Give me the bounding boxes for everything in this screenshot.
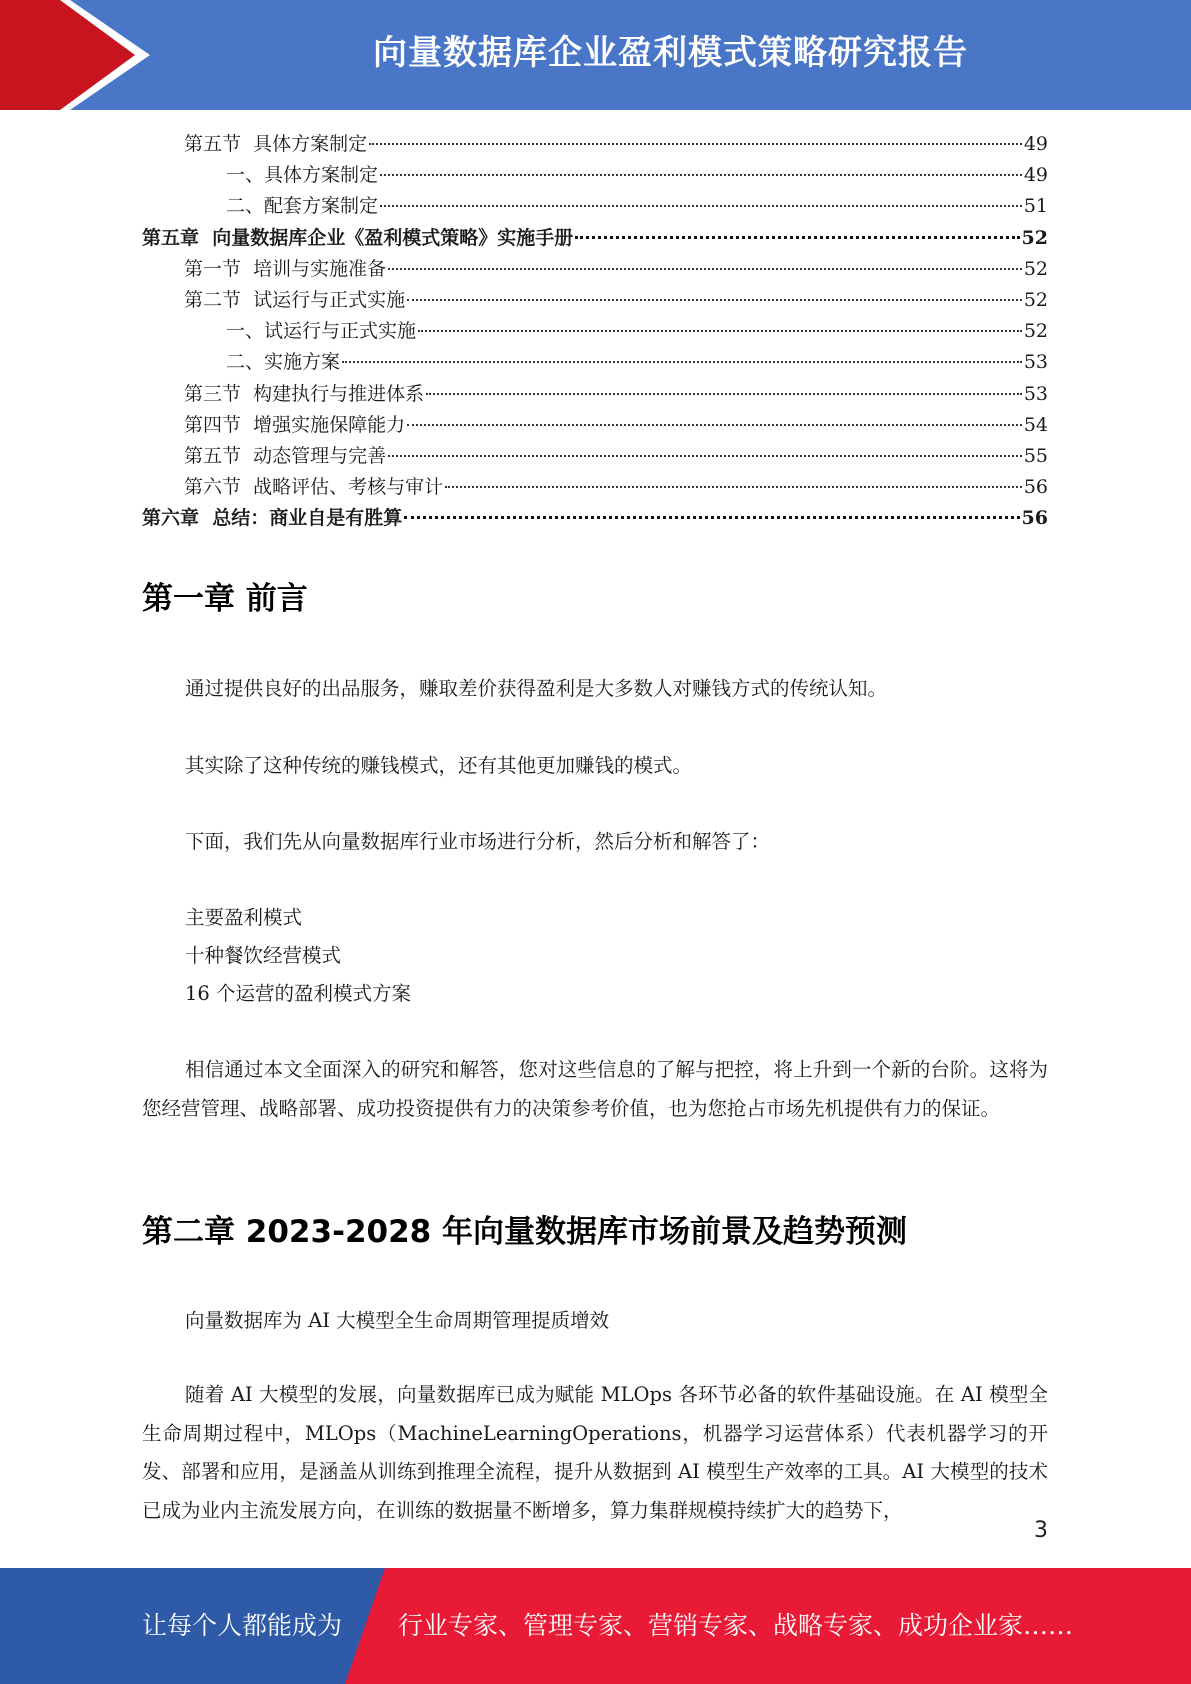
header-title: 向量数据库企业盈利模式策略研究报告: [373, 33, 968, 73]
toc-entry-page: 51: [1023, 195, 1048, 218]
toc-entry-page: 54: [1023, 413, 1048, 436]
toc-dot-leader: [426, 393, 1022, 395]
toc-entry-label: 第一节 培训与实施准备: [184, 257, 387, 280]
toc-entry[interactable]: [142, 129, 1048, 160]
header-arrow-icon: [0, 0, 150, 110]
toc-entry[interactable]: [142, 223, 1048, 254]
toc-entry-label: 第六节 战略评估、考核与审计: [184, 476, 444, 499]
toc-entry-page: 52: [1023, 320, 1048, 343]
chapter-2-paragraph-2: 随着 AI 大模型的发展，向量数据库已成为赋能 MLOps 各环节必备的软件基础设施。在 AI 模型全生命周期过程中，MLOps（MachineLearningOperations，机器学习运营体系）代表机器学习的开发、部署和应用，是涵盖从训练到推理全流程，提升从数据到 AI 模型生产效率的工具。AI 大模型的技术已成为业内主流发展方向，在训练的数据量不断增多，算力集群规模持续扩大的趋势下，: [142, 1383, 1048, 1522]
chapter-1-paragraph-1: 通过提供良好的出品服务，赚取差价获得盈利是大多数人对赚钱方式的传统认知。: [185, 677, 888, 700]
toc-entry-label: 二、实施方案: [226, 351, 341, 374]
toc-entry-label: 二、配套方案制定: [226, 195, 379, 218]
toc-entry-page: 52: [1021, 226, 1048, 249]
toc-entry-label: 第三节 构建执行与推进体系: [184, 382, 425, 405]
table-of-contents: [142, 129, 1048, 534]
toc-dot-leader: [407, 424, 1022, 426]
chapter-1-paragraph-4: 相信通过本文全面深入的研究和解答，您对这些信息的了解与把控，将上升到一个新的台阶。这将为您经营管理、战略部署、成功投资提供有力的决策参考价值，也为您抢占市场先机提供有力的保证。: [142, 1058, 1048, 1120]
page-number: 3: [1034, 1518, 1048, 1543]
toc-entry[interactable]: [142, 379, 1048, 410]
toc-entry-page: 53: [1023, 351, 1048, 374]
footer-slogan-right: 行业专家、管理专家、营销专家、战略专家、成功企业家……: [398, 1611, 1074, 1640]
list-item: 十种餐饮经营模式: [185, 944, 342, 967]
chapter-2-paragraph-1: 向量数据库为 AI 大模型全生命周期管理提质增效: [185, 1309, 610, 1332]
list-item: 主要盈利模式: [185, 906, 303, 929]
toc-entry-label: 一、试运行与正式实施: [226, 320, 417, 343]
chapter-1-heading: 第一章 前言: [142, 581, 308, 617]
toc-dot-leader: [388, 455, 1022, 457]
chapter-2-heading: 第二章 2023-2028 年向量数据库市场前景及趋势预测: [142, 1214, 908, 1250]
toc-entry-label: 第五章 向量数据库企业《盈利模式策略》实施手册: [142, 226, 574, 249]
toc-entry[interactable]: [142, 347, 1048, 378]
toc-dot-leader: [380, 205, 1022, 207]
toc-dot-leader: [404, 516, 1019, 519]
toc-entry[interactable]: [142, 160, 1048, 191]
toc-entry-page: 55: [1023, 444, 1048, 467]
chapter-1-paragraph-2: 其实除了这种传统的赚钱模式，还有其他更加赚钱的模式。: [185, 754, 693, 777]
toc-entry-label: 第五节 动态管理与完善: [184, 444, 387, 467]
toc-entry[interactable]: [142, 503, 1048, 534]
toc-entry-page: 49: [1023, 133, 1048, 155]
toc-entry-label: 第四节 增强实施保障能力: [184, 413, 406, 436]
toc-dot-leader: [407, 299, 1022, 301]
toc-dot-leader: [342, 361, 1022, 363]
toc-dot-leader: [445, 486, 1022, 488]
toc-entry[interactable]: [142, 472, 1048, 503]
toc-entry-page: 52: [1023, 288, 1048, 311]
toc-entry[interactable]: [142, 441, 1048, 472]
footer-slogan-left: 让每个人都能成为: [142, 1611, 343, 1640]
toc-dot-leader: [575, 236, 1019, 239]
toc-entry-label: 一、具体方案制定: [226, 164, 379, 187]
toc-entry-page: 53: [1023, 382, 1048, 405]
toc-dot-leader: [369, 143, 1022, 145]
page-footer: [0, 1568, 1191, 1684]
toc-entry-page: 56: [1021, 507, 1048, 530]
list-item: 16 个运营的盈利模式方案: [185, 982, 412, 1005]
toc-entry[interactable]: [142, 316, 1048, 347]
toc-entry[interactable]: [142, 410, 1048, 441]
toc-dot-leader: [418, 330, 1022, 332]
toc-entry-page: 49: [1023, 164, 1048, 187]
toc-entry[interactable]: [142, 285, 1048, 316]
toc-dot-leader: [388, 268, 1022, 270]
page-header: [0, 0, 1191, 110]
toc-entry-label: 第五节 具体方案制定: [184, 133, 368, 155]
chapter-1-paragraph-3: 下面，我们先从向量数据库行业市场进行分析，然后分析和解答了：: [185, 830, 771, 853]
toc-entry[interactable]: [142, 191, 1048, 222]
toc-entry-page: 52: [1023, 257, 1048, 280]
toc-dot-leader: [380, 174, 1022, 176]
toc-entry-label: 第六章 总结：商业自是有胜算: [142, 507, 403, 530]
toc-entry-page: 56: [1023, 476, 1048, 499]
toc-entry-label: 第二节 试运行与正式实施: [184, 288, 406, 311]
toc-entry[interactable]: [142, 254, 1048, 285]
